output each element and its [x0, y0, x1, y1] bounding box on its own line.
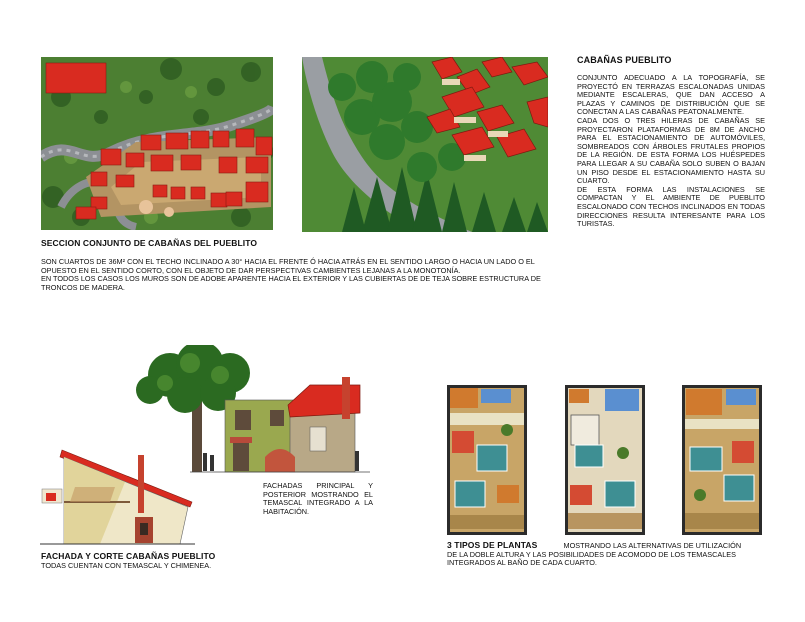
description-paragraph-1: CONJUNTO ADECUADO A LA TOPOGRAFÍA, SE PROYECTÓ EN TERRAZAS ESCALONADAS UNIDAS MEDIANTE ESCALERAS, QUE DAN ACCESO A PLAZAS Y CAMINOS DE DISTRIBUCIÓN QUE SE CONECTAN A LAS CABAÑAS PEATONALMENTE.: [577, 73, 765, 117]
floor-plan-type-3: [682, 385, 762, 535]
cabanas-pueblito-title: CABAÑAS PUEBLITO: [577, 55, 672, 65]
village-perspective-image: [302, 57, 548, 232]
facade-subtitle: TODAS CUENTAN CON TEMASCAL Y CHIMENEA.: [41, 561, 212, 570]
description-paragraph-2: CADA DOS O TRES HILERAS DE CABAÑAS SE PROYECTARON PLATAFORMAS DE 8M DE ANCHO PARA EL ESTACIONAMIENTO DE AUTOMÓVILES, SOMBREADOS CON ÁRBOLES FRUTALES PROPIOS DE LA REGIÓN. DE ESTA FORMA LOS HUÉSPEDES PARA LLEGAR A SU CABAÑA SOLO SUBEN O BAJAN UN PISO DESDE EL ESTACIONAMIENTO HASTA SU CUARTO.: [577, 115, 765, 186]
facade-title: FACHADA Y CORTE CABAÑAS PUEBLITO: [41, 551, 216, 561]
cabanas-pueblito-description: [577, 74, 765, 229]
section-paragraph-1: SON CUARTOS DE 36M² CON EL TECHO INCLINADO A 30° HACIA EL FRENTE Ó HACIA ATRÁS EN EL SENTIDO LARGO O HACIA UN LADO O EL OPUESTO EN EL SENTIDO CORTO, CON EL OBJETO DE DAR PERSPECTIVAS CAMBIENTES LEJANAS A LA MONOTONÍA.: [41, 257, 535, 275]
cabin-section-cut-drawing: [40, 447, 195, 547]
section-paragraph-2: EN TODOS LOS CASOS LOS MUROS SON DE ADOBE APARENTE HACIA EL EXTERIOR Y LAS CUBIERTAS DE DE TEJA SOBRE ESTRUCTURA DE TRONCOS DE MADERA.: [41, 274, 541, 292]
aerial-site-plan-image: [41, 57, 273, 230]
plans-caption: [447, 541, 767, 568]
plans-title: 3 TIPOS DE PLANTAS: [447, 540, 538, 550]
floor-plan-type-1: [447, 385, 527, 535]
section-title: SECCION CONJUNTO DE CABAÑAS DEL PUEBLITO: [41, 238, 258, 248]
plans-description-rest: DE LA DOBLE ALTURA Y LAS POSIBILIDADES DE ACOMODO DE LOS TEMASCALES INTEGRADOS AL BAÑO DE CADA CUARTO.: [447, 549, 737, 568]
plans-description-line-1: MOSTRANDO LAS ALTERNATIVAS DE UTILIZACIÓN: [563, 541, 742, 550]
floor-plan-type-2: [565, 385, 645, 535]
description-paragraph-3: DE ESTA FORMA LAS INSTALACIONES SE COMPACTAN Y EL AMBIENTE DE PUEBLITO ESCALONADO CON TECHOS INCLINADOS EN TODAS DIRECCIONES RESULTA INTERESANTE PARA LOS TURISTAS.: [577, 184, 765, 229]
facade-caption: FACHADAS PRINCIPAL Y POSTERIOR MOSTRANDO EL TEMASCAL INTEGRADO A LA HABITACIÓN.: [263, 481, 373, 516]
section-description: [41, 258, 549, 292]
